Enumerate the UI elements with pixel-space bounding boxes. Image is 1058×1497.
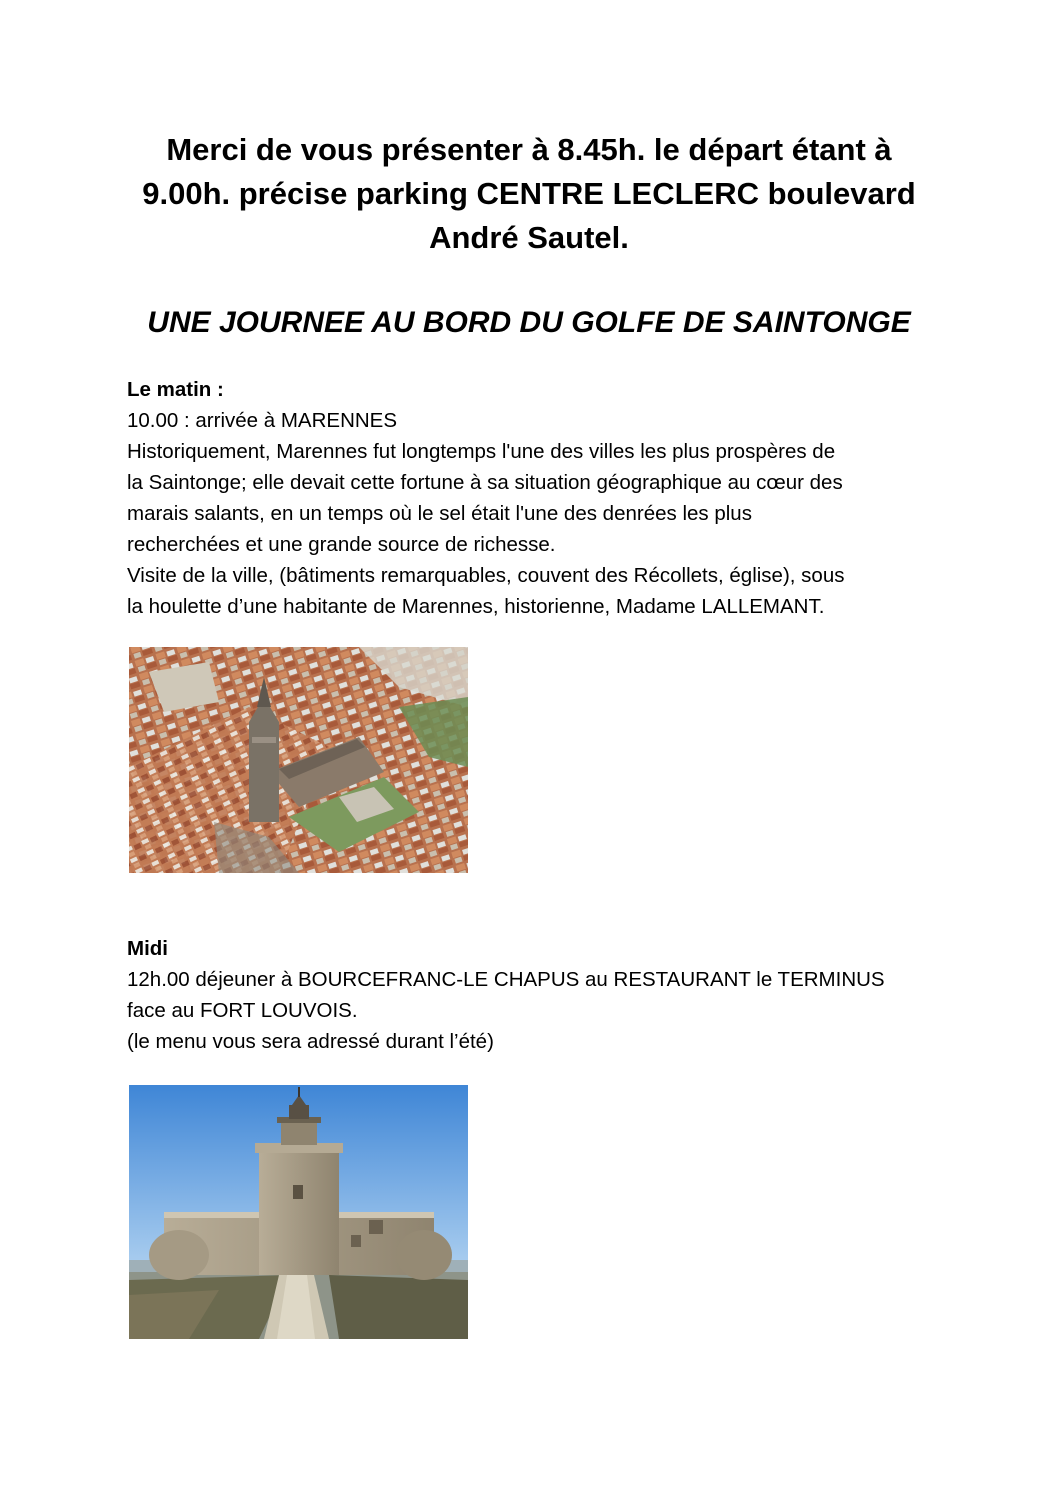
document-title: UNE JOURNEE AU BORD DU GOLFE DE SAINTONGE — [147, 306, 911, 339]
morning-line: marais salants, en un temps où le sel était l'une des denrées les plus — [127, 502, 752, 525]
fort-photo — [129, 1085, 468, 1339]
notice-line: Merci de vous présenter à 8.45h. le départ étant à — [166, 132, 892, 167]
notice-line: André Sautel. — [429, 220, 629, 255]
meeting-notice — [110, 128, 948, 260]
midday-line: (le menu vous sera adressé durant l’été) — [127, 1030, 494, 1053]
midday-line: 12h.00 déjeuner à BOURCEFRANC-LE CHAPUS au RESTAURANT le TERMINUS — [127, 968, 885, 991]
morning-line: 10.00 : arrivée à MARENNES — [127, 409, 398, 432]
morning-heading: Le matin : — [127, 378, 224, 401]
midday-section — [127, 933, 937, 1057]
morning-line: la Saintonge; elle devait cette fortune à sa situation géographique au cœur des — [127, 471, 843, 494]
morning-line: Visite de la ville, (bâtiments remarquables, couvent des Récollets, église), sous — [127, 564, 845, 587]
morning-line: la houlette d’une habitante de Marennes, historienne, Madame LALLEMANT. — [127, 595, 825, 618]
midday-heading: Midi — [127, 937, 168, 960]
morning-line: recherchées et une grande source de richesse. — [127, 533, 556, 556]
notice-line: 9.00h. précise parking CENTRE LECLERC boulevard — [142, 176, 916, 211]
midday-line: face au FORT LOUVOIS. — [127, 999, 358, 1022]
morning-line: Historiquement, Marennes fut longtemps l'une des villes les plus prospères de — [127, 440, 836, 463]
morning-section — [127, 374, 937, 622]
aerial-town-photo — [129, 647, 468, 873]
